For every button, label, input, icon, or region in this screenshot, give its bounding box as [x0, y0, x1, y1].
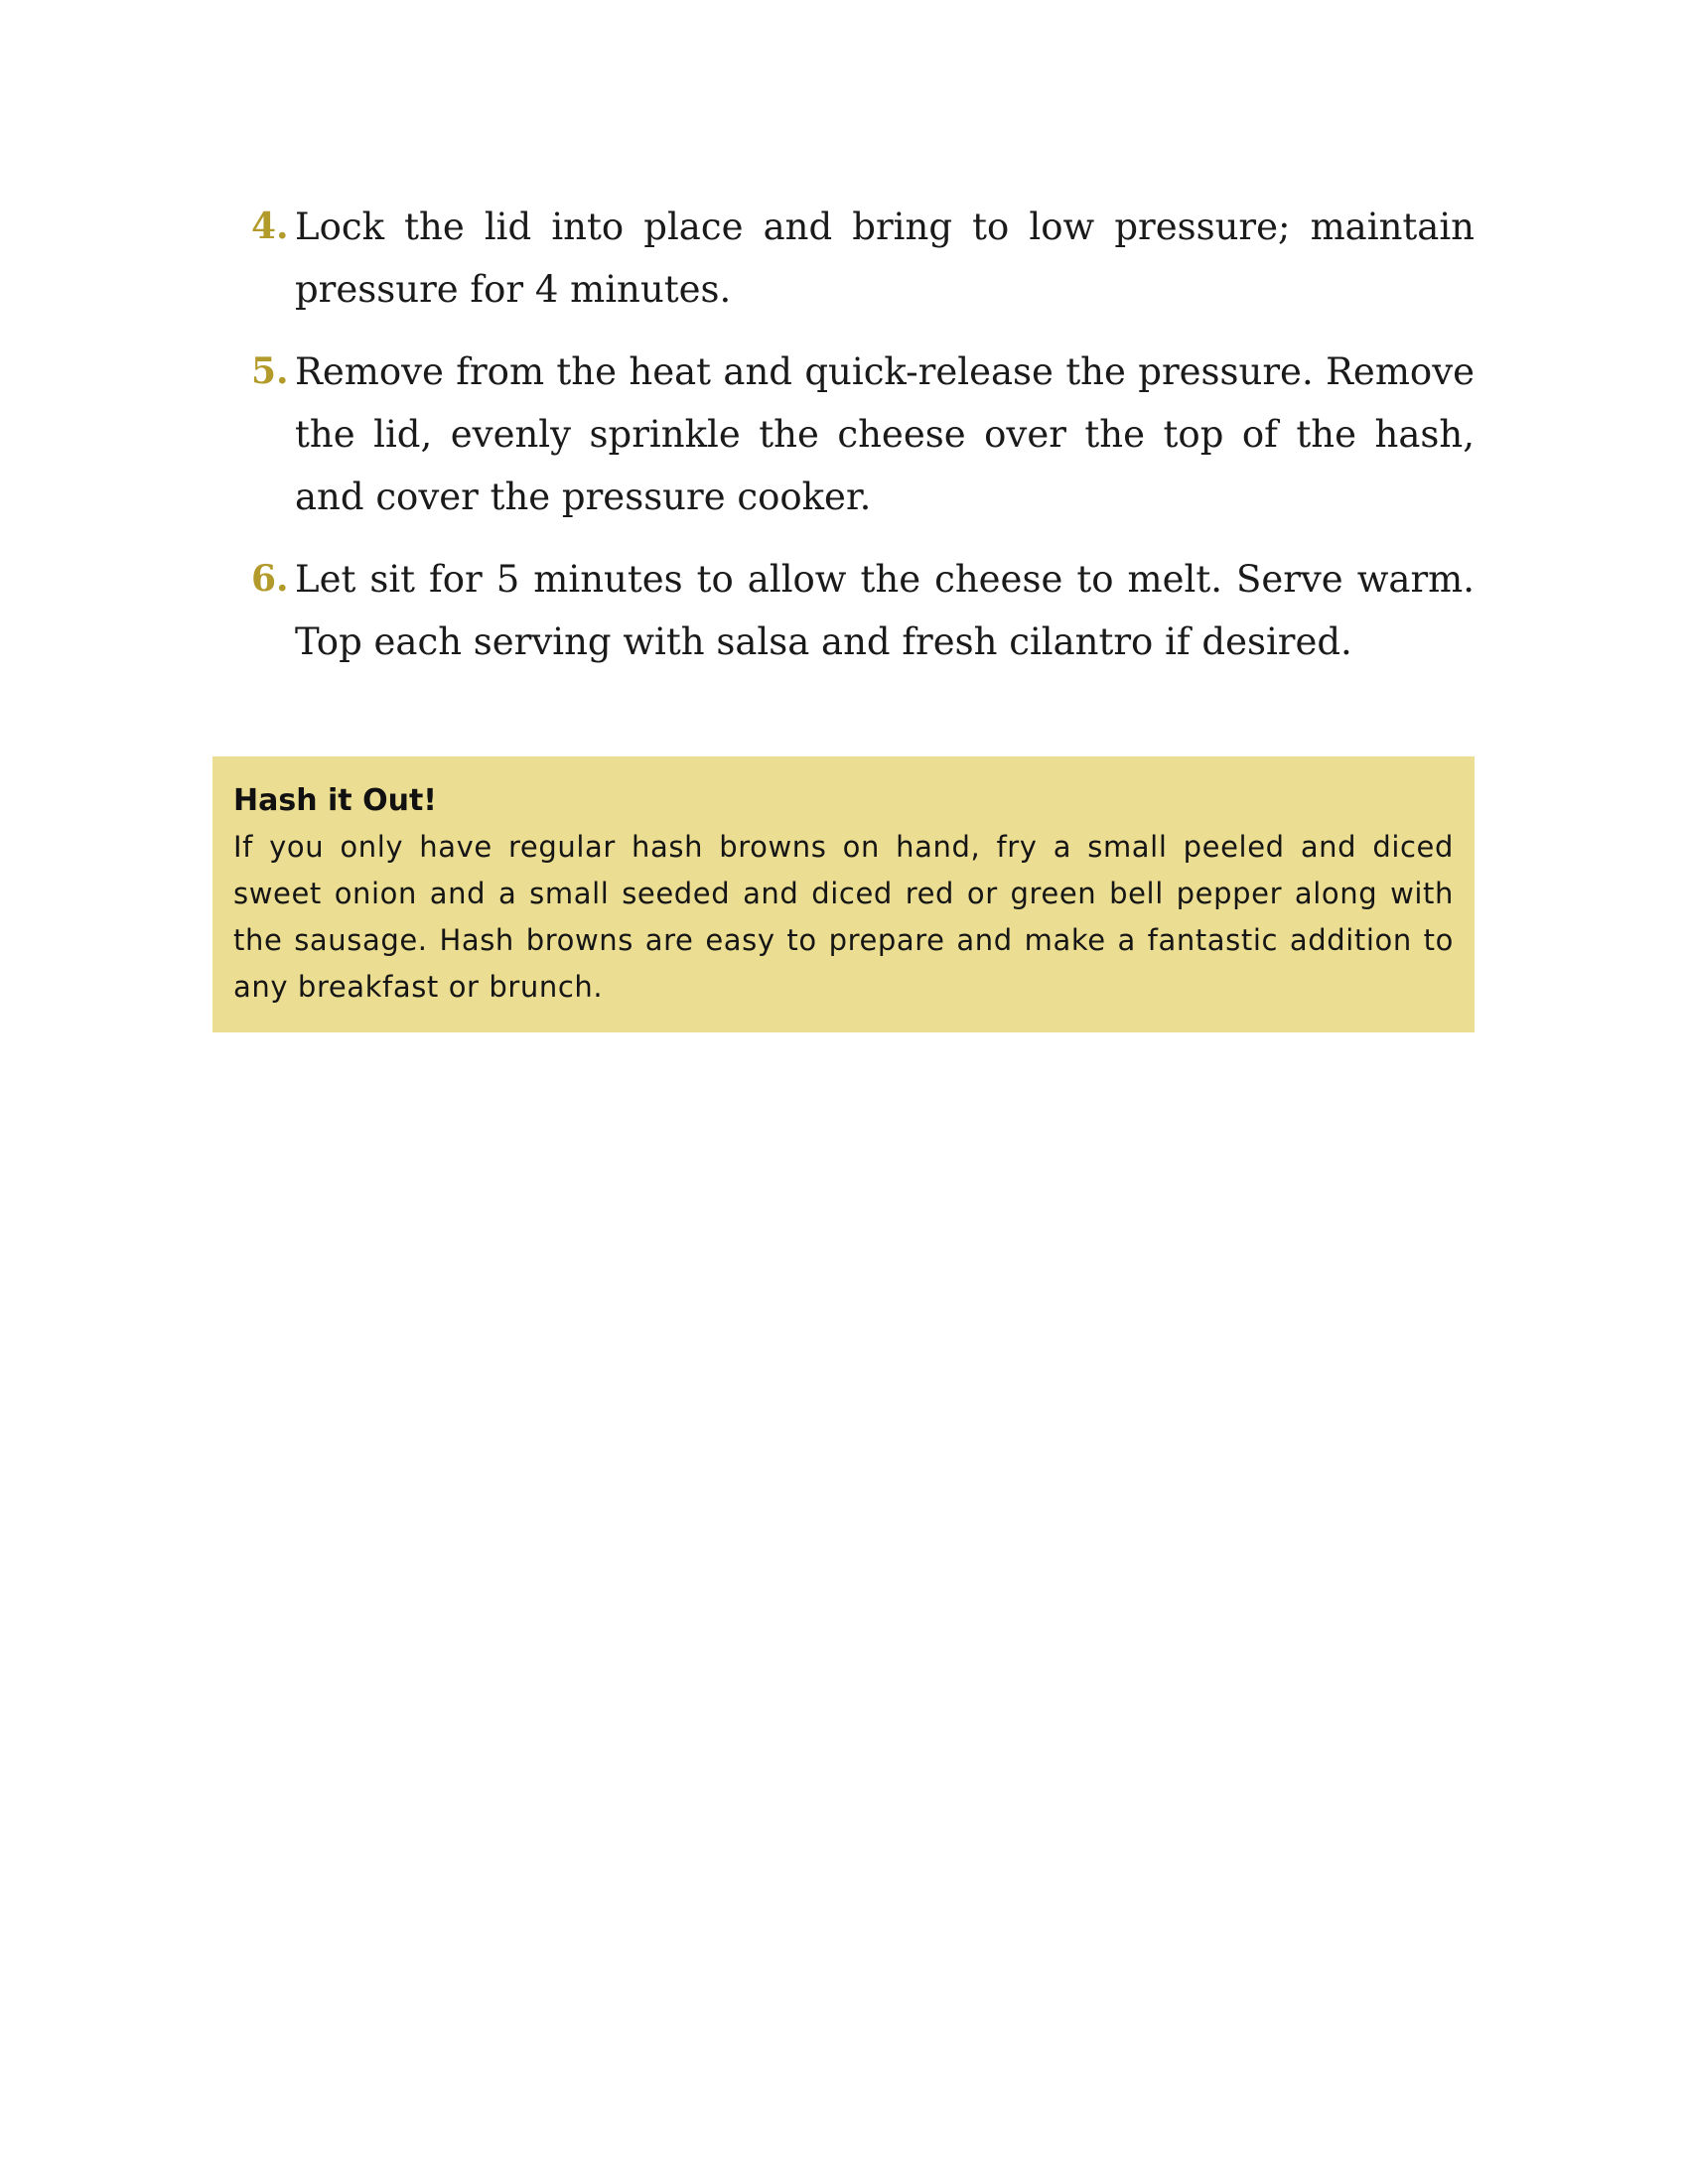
step-text: Remove from the heat and quick-release the pressure. Remove the lid, evenly sprinkle the cheese over the top of the hash, and cover the pressure cooker. — [295, 350, 1475, 518]
sidebar-title: Hash it Out! — [233, 783, 437, 818]
step-number: 4. — [251, 205, 289, 247]
step-number: 6. — [251, 558, 289, 600]
recipe-step — [251, 341, 1475, 528]
recipe-step — [251, 196, 1475, 321]
tip-sidebar — [212, 756, 1475, 1032]
step-text: Let sit for 5 minutes to allow the cheese to melt. Serve warm. Top each serving with salsa and fresh cilantro if desired. — [295, 558, 1475, 663]
recipe-steps-list — [251, 196, 1475, 693]
recipe-step — [251, 548, 1475, 673]
step-text: Lock the lid into place and bring to low pressure; maintain pressure for 4 minutes. — [295, 205, 1475, 311]
step-number: 5. — [251, 350, 289, 392]
sidebar-body: If you only have regular hash browns on hand, fry a small peeled and diced sweet onion and a small seeded and diced red or green bell pepper along with the sausage. Hash browns are easy to prepare and make a fantastic addition to any breakfast or brunch. — [233, 830, 1454, 1004]
